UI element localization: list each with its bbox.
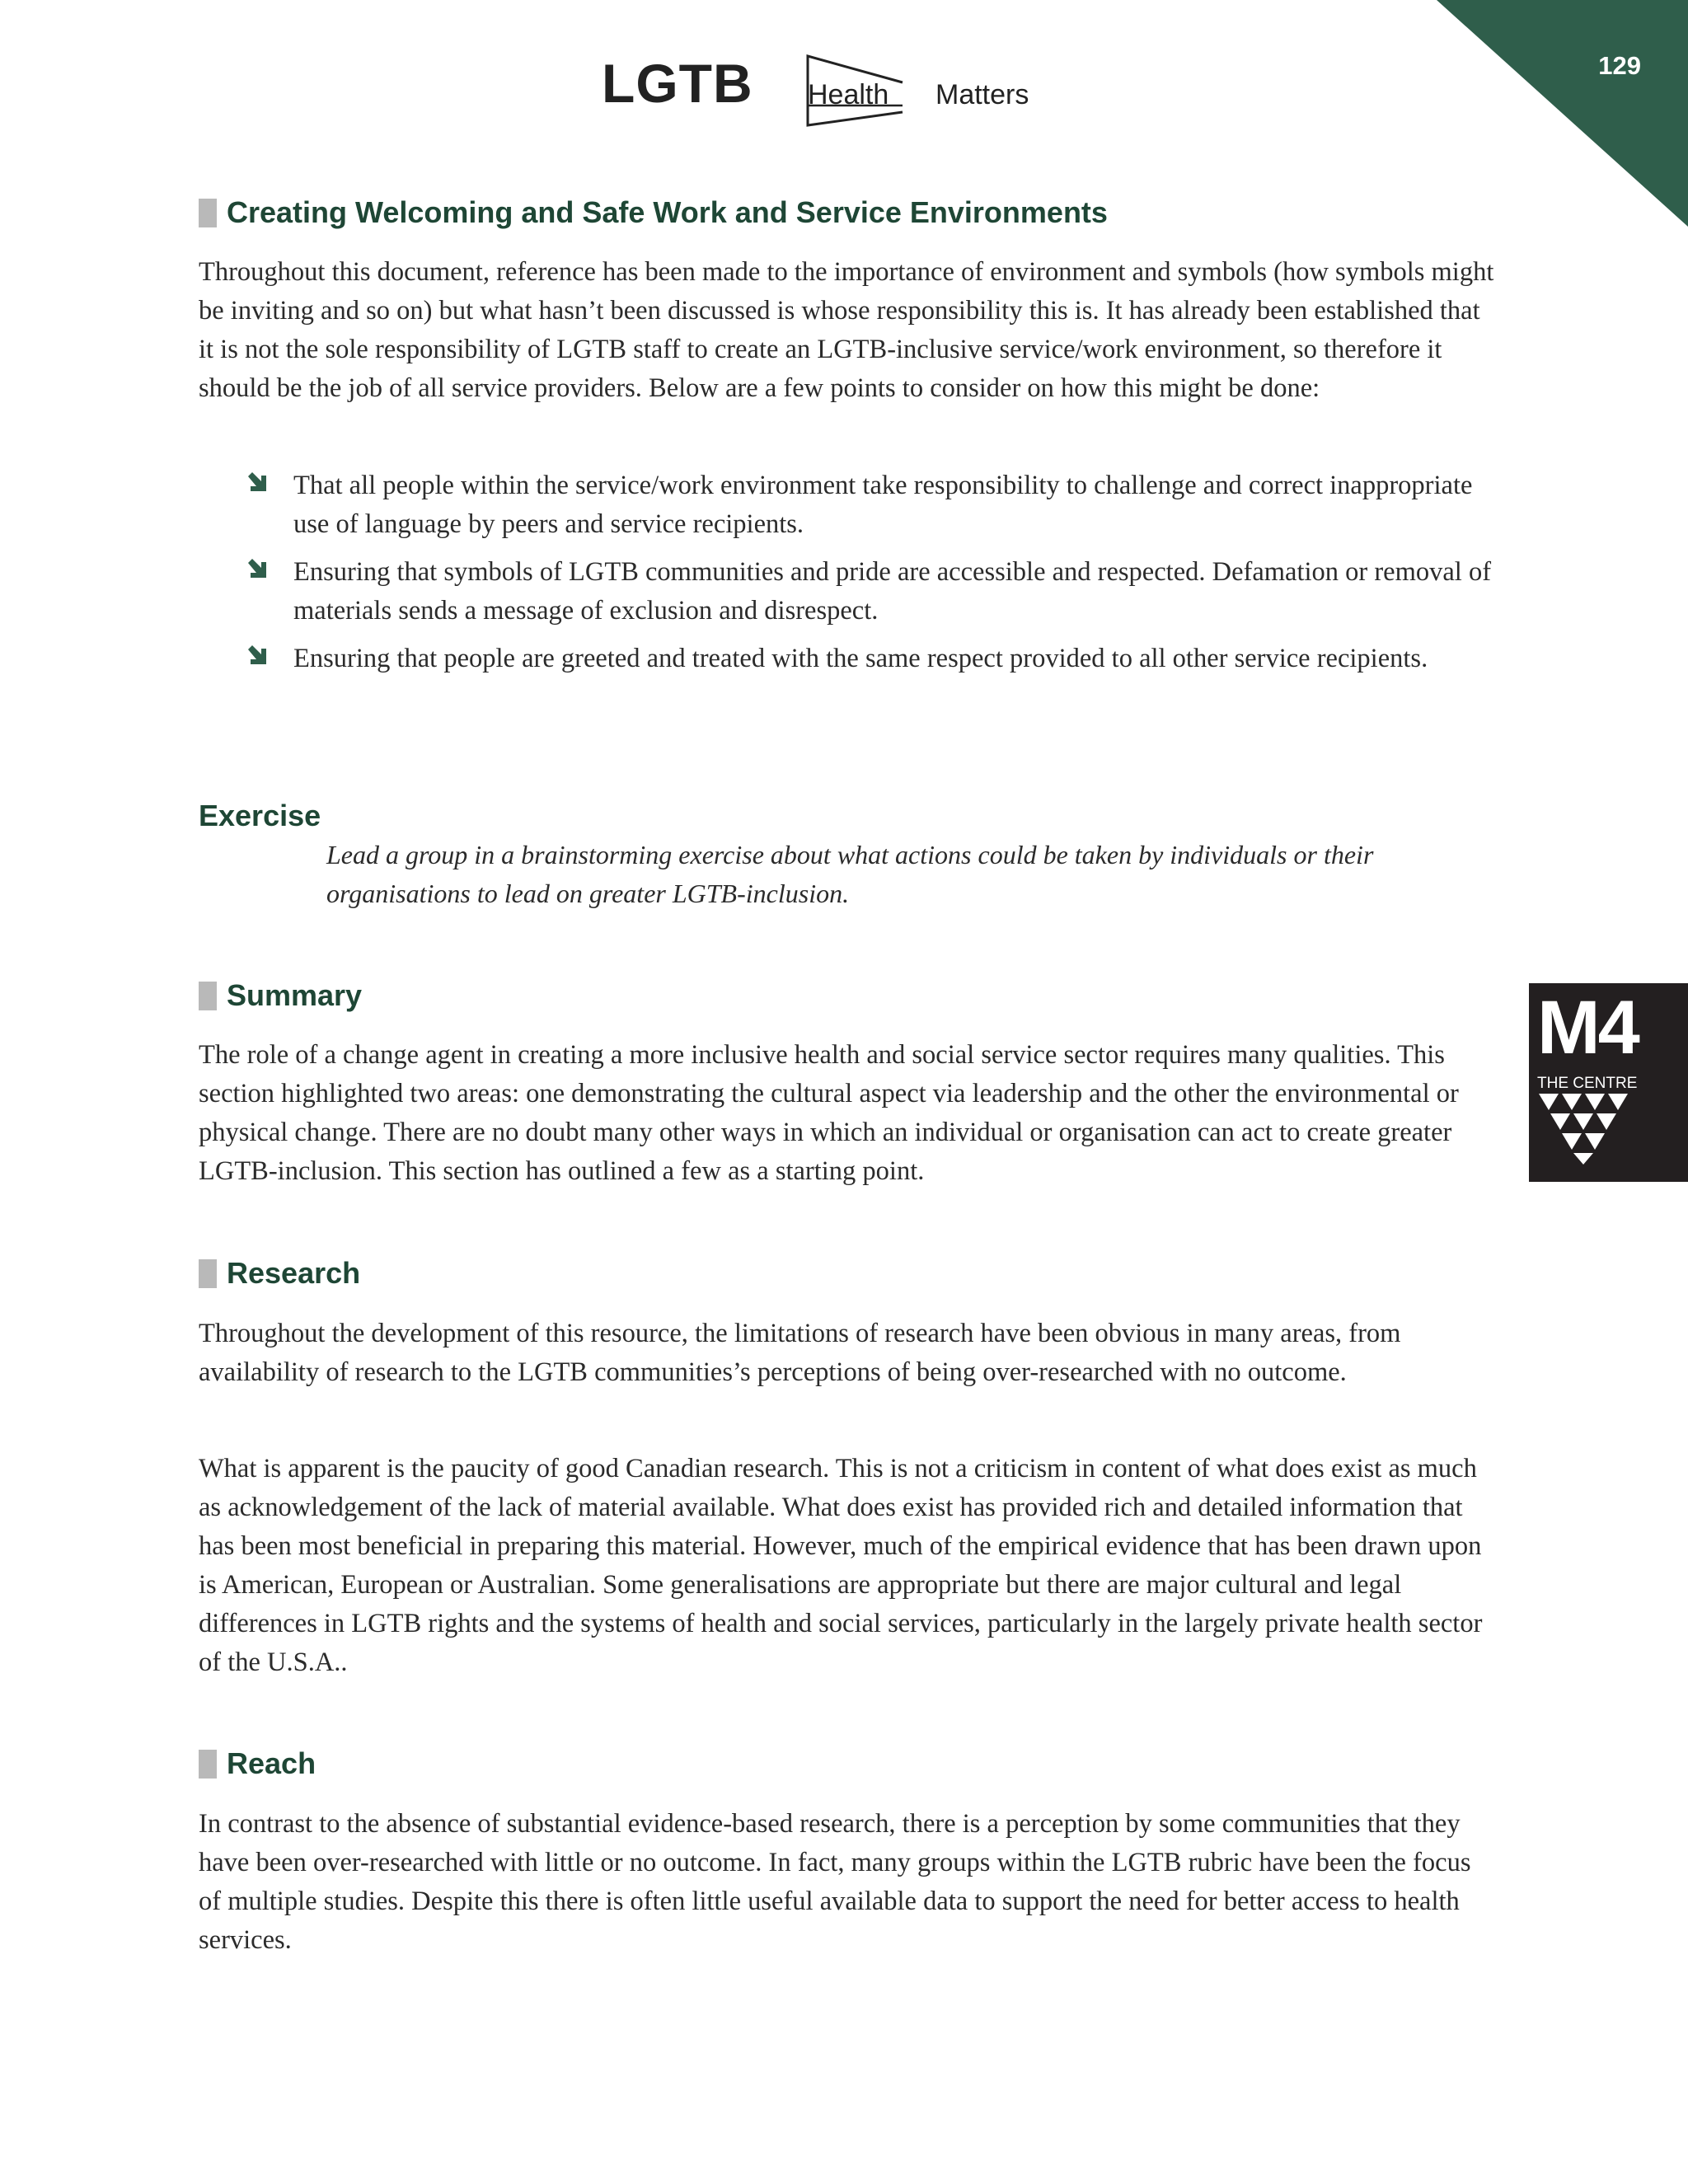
- org-label: THE CENTRE: [1537, 1075, 1638, 1092]
- logo-matters: Matters: [935, 79, 1029, 110]
- arrow-down-right-icon: [246, 644, 268, 666]
- logo-lgtb: LGTB: [602, 53, 753, 114]
- research-paragraph-2: What is apparent is the paucity of good Canadian research. This is not a criticism in content of what does exist as much as acknowledgement of the lack of material available. What does exist has provided rich and detailed information that has been most beneficial in preparing this material. However, much of the empirical evidence that has been drawn upon is American, European or Australian. Some generalisations are appropriate but there are major cultural and legal differences in LGTB rights and the systems of health and social services, particularly in the largely private health sector of the U.S.A..: [199, 1454, 1483, 1677]
- welcoming-bullet-list: [199, 466, 1497, 687]
- header-logo: [602, 51, 1096, 134]
- welcoming-paragraph: Throughout this document, reference has been made to the importance of environment and symbols (how symbols might be inviting and so on) but what hasn’t been discussed is whose responsibility this is. It has already been established that it is not the sole responsibility of LGTB staff to create an LGTB-inclusive service/work environment, so therefore it should be the job of all service providers. Below are a few points to consider on how this might be done:: [199, 257, 1494, 403]
- exercise-title: Exercise: [199, 799, 321, 832]
- module-label: M4: [1537, 986, 1638, 1070]
- page-number: 129: [1598, 51, 1641, 80]
- heading-welcoming: Creating Welcoming and Safe Work and Service Environments: [199, 198, 1108, 227]
- list-item: That all people within the service/work environment take responsibility to challenge and correct inappropriate use of language by peers and service recipients.: [199, 466, 1497, 544]
- list-item: Ensuring that people are greeted and treated with the same respect provided to all other service recipients.: [199, 640, 1497, 678]
- triangle-cluster-icon: [1537, 1092, 1636, 1166]
- list-item: Ensuring that symbols of LGTB communities and pride are accessible and respected. Defamation or removal of materials sends a message of exclusion and disrespect.: [199, 553, 1497, 630]
- square-marker-icon: [199, 982, 217, 1010]
- square-marker-icon: [199, 1259, 217, 1288]
- square-marker-icon: [199, 199, 217, 227]
- exercise-text: Lead a group in a brainstorming exercise about what actions could be taken by individuals or their organisations to lead on greater LGTB-inclusion.: [326, 840, 1374, 908]
- square-marker-icon: [199, 1750, 217, 1779]
- corner-triangle: [1437, 0, 1688, 227]
- reach-paragraph: In contrast to the absence of substantial evidence-based research, there is a perception by some communities that they have been over-researched with little or no outcome. In fact, many groups within the LGTB rubric have been the focus of multiple studies. Despite this there is often little useful available data to support the need for better access to health services.: [199, 1809, 1471, 1955]
- heading-reach: Reach: [199, 1749, 316, 1779]
- module-tab: [1529, 983, 1688, 1182]
- heading-research: Research: [199, 1258, 360, 1288]
- arrow-down-right-icon: [246, 558, 268, 579]
- logo-health: Health: [808, 79, 889, 110]
- arrow-down-right-icon: [246, 471, 268, 493]
- heading-summary: Summary: [199, 981, 362, 1010]
- summary-paragraph: The role of a change agent in creating a more inclusive health and social service sector requires many qualities. This section highlighted two areas: one demonstrating the cultural aspect via leadership and the other the environmental or physical change. There are no doubt many other ways in which an individual or organisation can act to create greater LGTB-inclusion. This section has outlined a few as a starting point.: [199, 1040, 1459, 1186]
- research-paragraph-1: Throughout the development of this resource, the limitations of research have been obvious in many areas, from availability of research to the LGTB communities’s perceptions of being over-researched with no outcome.: [199, 1319, 1401, 1387]
